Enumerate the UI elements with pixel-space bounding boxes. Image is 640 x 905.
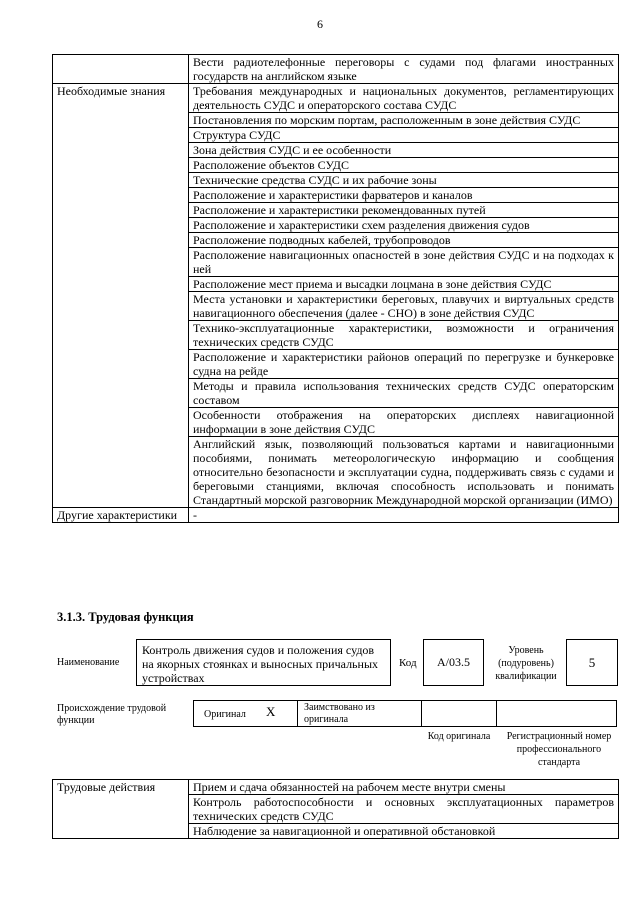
level-label: Уровень (подуровень) квалификации: [495, 645, 557, 682]
reg-number-caption: Регистрационный номер профессионального стандарта: [506, 731, 612, 768]
reg-number-cell: [497, 701, 616, 726]
knowledge-row-label: Необходимые знания: [53, 84, 189, 508]
original-mark: X: [266, 704, 276, 719]
knowledge-item: Требования международных и национальных документов, регламентирующих деятельность СУДС и операторского состава СУДС: [189, 84, 619, 113]
knowledge-row: [53, 84, 619, 113]
knowledge-item: Расположение и характеристики схем разделения движения судов: [189, 218, 619, 233]
function-name-box: [136, 639, 391, 686]
borrowed-label: Заимствовано из оригинала: [304, 702, 375, 725]
knowledge-row: [53, 508, 619, 523]
knowledge-item: Вести радиотелефонные переговоры с судами под флагами иностранных государств на английском языке: [189, 55, 619, 84]
borrowed-cell: [298, 701, 422, 726]
labor-action-item: Наблюдение за навигационной и оперативной обстановкой: [189, 824, 619, 839]
knowledge-item: Места установки и характеристики береговых, плавучих и виртуальных средств навигационного обеспечения (далее - СНО) в зоне действия СУДС: [189, 292, 619, 321]
code-original-caption: Код оригинала: [427, 731, 491, 742]
page-number: 6: [317, 17, 323, 31]
knowledge-item: Технические средства СУДС и их рабочие зоны: [189, 173, 619, 188]
knowledge-item: Расположение подводных кабелей, трубопроводов: [189, 233, 619, 248]
labor-action-row-label: Трудовые действия: [53, 780, 189, 839]
knowledge-row: [53, 55, 619, 84]
labor-action-row: [53, 780, 619, 795]
knowledge-item: Расположение и характеристики рекомендованных путей: [189, 203, 619, 218]
knowledge-table: [52, 54, 619, 523]
knowledge-item: Технико-эксплуатационные характеристики, возможности и ограничения технических средств СУДС: [189, 321, 619, 350]
origin-label: Происхождение трудовой функции: [57, 703, 167, 726]
origin-row: [193, 700, 617, 727]
labor-actions-table: [52, 779, 619, 839]
knowledge-row-label: Другие характеристики: [53, 508, 189, 523]
labor-action-item: Контроль работоспособности и основных эксплуатационных параметров технических средств СУДС: [189, 795, 619, 824]
code-original-cell: [422, 701, 497, 726]
knowledge-item: Структура СУДС: [189, 128, 619, 143]
knowledge-item: Зона действия СУДС и ее особенности: [189, 143, 619, 158]
knowledge-item: Расположение навигационных опасностей в зоне действия СУДС и на подходах к ней: [189, 248, 619, 277]
knowledge-item: Расположение мест приема и высадки лоцмана в зоне действия СУДС: [189, 277, 619, 292]
code-value: A/03.5: [437, 655, 470, 669]
section-title: 3.1.3. Трудовая функция: [57, 610, 194, 624]
code-box: [423, 639, 484, 686]
original-label: Оригинал: [204, 709, 246, 720]
knowledge-item: Расположение объектов СУДС: [189, 158, 619, 173]
knowledge-item: Расположение и характеристики фарватеров и каналов: [189, 188, 619, 203]
labor-action-item: Прием и сдача обязанностей на рабочем месте внутри смены: [189, 780, 619, 795]
function-name-value: Контроль движения судов и положения судов на якорных стоянках и выносных причальных устройствах: [142, 643, 379, 685]
knowledge-item: Методы и правила использования технических средств СУДС операторским составом: [189, 379, 619, 408]
code-label: Код: [399, 657, 417, 669]
level-box: [566, 639, 618, 686]
knowledge-row-label: [53, 55, 189, 84]
knowledge-item: Постановления по морским портам, расположенным в зоне действия СУДС: [189, 113, 619, 128]
name-label: Наименование: [57, 657, 120, 668]
level-value: 5: [588, 654, 596, 670]
knowledge-item: Английский язык, позволяющий пользоваться картами и навигационными пособиями, понимать метеорологическую информацию и сообщения относительно безопасности и эксплуатации судна, поддерживать связь с судами и береговыми станциями, включая способность использовать и понимать Стандартный морской разговорник Международной морской организации (ИМО): [189, 437, 619, 508]
knowledge-item: Расположение и характеристики районов операций по перегрузке и бункеровке судна на рейде: [189, 350, 619, 379]
knowledge-item: Особенности отображения на операторских дисплеях навигационной информации в зоне действия СУДС: [189, 408, 619, 437]
original-cell: [194, 701, 298, 726]
knowledge-item: -: [189, 508, 619, 523]
